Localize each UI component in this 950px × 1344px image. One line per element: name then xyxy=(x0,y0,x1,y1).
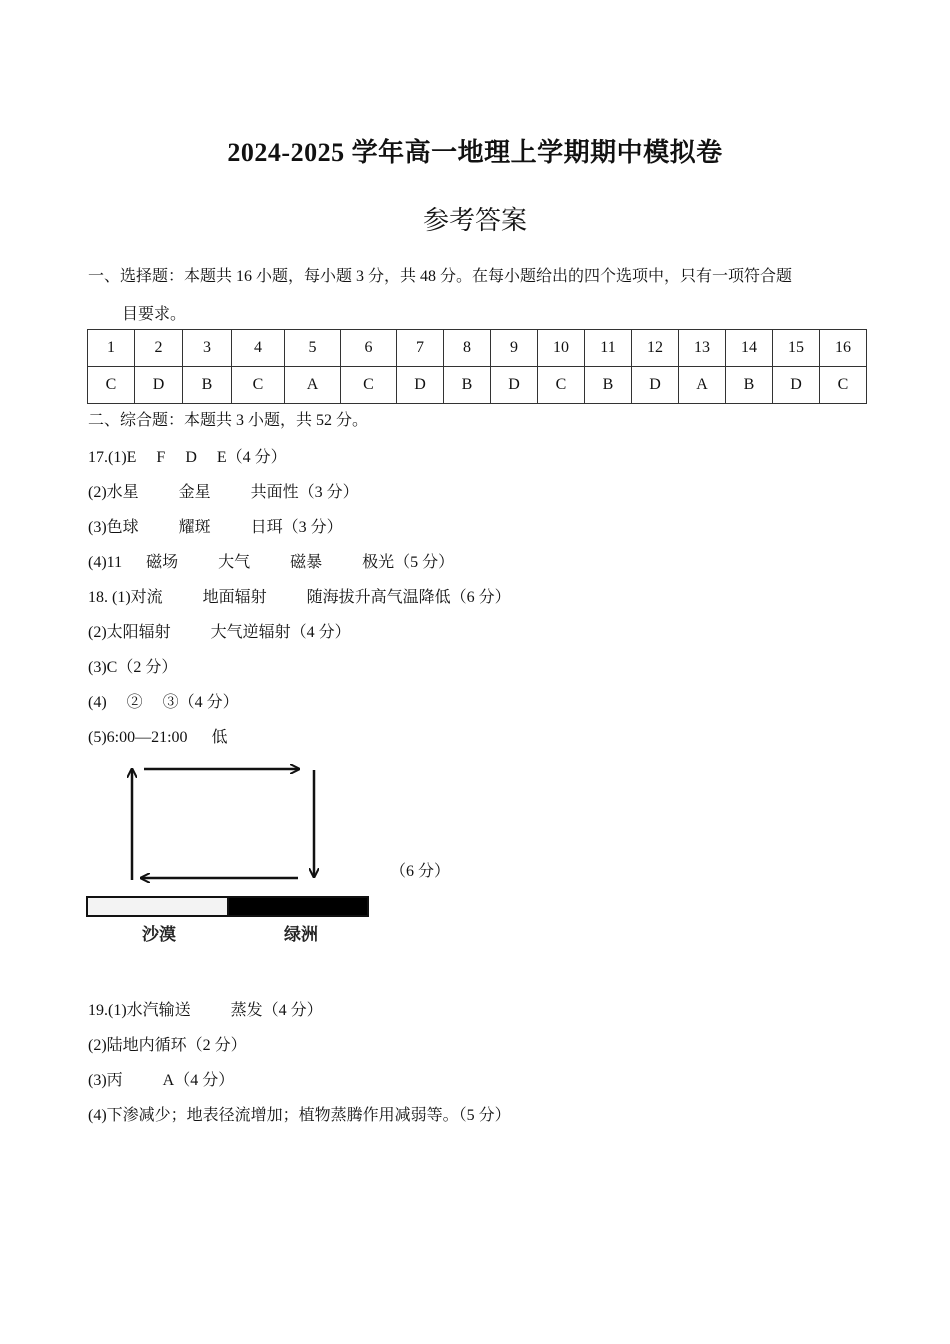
answer-cell: B xyxy=(585,367,632,404)
q17-part-2: (2)水星 金星 共面性（3 分） xyxy=(88,484,359,501)
oasis-surface-bar xyxy=(228,897,368,916)
q19-part-4: (4)下渗减少；地表径流增加；植物蒸腾作用减弱等。（5 分） xyxy=(88,1107,511,1124)
answer-cell: C xyxy=(341,367,397,404)
q17-part-1: 17.(1)E F D E（4 分） xyxy=(88,449,287,466)
question-number: 6 xyxy=(341,330,397,367)
section-1-instructions xyxy=(88,258,868,334)
answer-cell: C xyxy=(88,367,135,404)
answer-cell: C xyxy=(232,367,285,404)
answer-cell: B xyxy=(444,367,491,404)
question-number: 3 xyxy=(183,330,232,367)
answer-cell: D xyxy=(632,367,679,404)
desert-surface-bar xyxy=(87,897,228,916)
answer-cell: D xyxy=(135,367,183,404)
answer-cell: D xyxy=(491,367,538,404)
question-number: 13 xyxy=(679,330,726,367)
question-number: 15 xyxy=(773,330,820,367)
q18-part-2: (2)太阳辐射 大气逆辐射（4 分） xyxy=(88,624,351,641)
q17-part-4: (4)11 磁场 大气 磁暴 极光（5 分） xyxy=(88,554,455,571)
answer-table xyxy=(87,329,867,404)
question-number: 10 xyxy=(538,330,585,367)
desert-label: 沙漠 xyxy=(142,925,176,945)
q18-part-1: 18. (1)对流 地面辐射 随海拔升高气温降低（6 分） xyxy=(88,589,511,606)
question-number: 8 xyxy=(444,330,491,367)
question-number: 11 xyxy=(585,330,632,367)
page-subtitle: 参考答案 xyxy=(422,206,527,235)
oasis-label: 绿洲 xyxy=(284,925,318,945)
question-number: 12 xyxy=(632,330,679,367)
answer-row xyxy=(88,367,867,404)
answer-cell: D xyxy=(773,367,820,404)
answer-cell: B xyxy=(726,367,773,404)
answer-cell: C xyxy=(538,367,585,404)
question-number-row xyxy=(88,330,867,367)
q18-part-4: (4) ② ③（4 分） xyxy=(88,694,239,711)
question-number: 4 xyxy=(232,330,285,367)
q18-part-3: (3)C（2 分） xyxy=(88,659,178,676)
q19-part-3: (3)丙 A（4 分） xyxy=(88,1072,235,1089)
circulation-diagram xyxy=(84,760,384,955)
question-number: 14 xyxy=(726,330,773,367)
section-2-heading: 二、综合题：本题共 3 小题，共 52 分。 xyxy=(88,412,369,429)
q17-part-3: (3)色球 耀斑 日珥（3 分） xyxy=(88,519,343,536)
question-number: 16 xyxy=(820,330,867,367)
diagram-score: （6 分） xyxy=(390,863,451,880)
answer-cell: D xyxy=(397,367,444,404)
question-number: 2 xyxy=(135,330,183,367)
question-number: 1 xyxy=(88,330,135,367)
answer-cell: B xyxy=(183,367,232,404)
page-title: 2024-2025 学年高一地理上学期期中模拟卷 xyxy=(227,138,723,167)
answer-cell: A xyxy=(285,367,341,404)
q19-part-1: 19.(1)水汽输送 蒸发（4 分） xyxy=(88,1002,323,1019)
q18-part-5: (5)6:00—21:00 低 xyxy=(88,729,228,746)
section-1-line-1: 一、选择题：本题共 16 小题，每小题 3 分，共 48 分。在每小题给出的四个选项中，只有一项符合题 xyxy=(88,268,793,285)
section-1-line-2: 目要求。 xyxy=(122,306,187,323)
question-number: 9 xyxy=(491,330,538,367)
answer-cell: A xyxy=(679,367,726,404)
question-number: 7 xyxy=(397,330,444,367)
q19-part-2: (2)陆地内循环（2 分） xyxy=(88,1037,247,1054)
answer-cell: C xyxy=(820,367,867,404)
question-number: 5 xyxy=(285,330,341,367)
